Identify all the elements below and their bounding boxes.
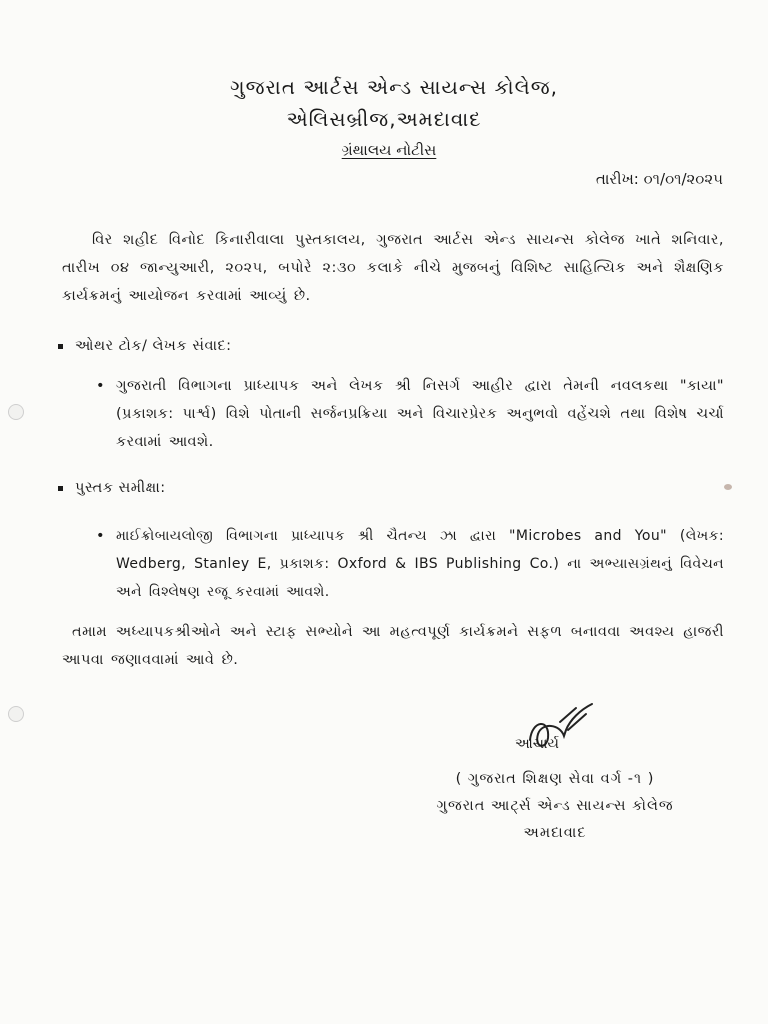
section-heading-text: પુસ્તક સમીક્ષા:	[75, 480, 166, 496]
paper-speck	[724, 484, 732, 490]
signatory-city: અમદાવાદ	[523, 825, 587, 841]
notice-date: તારીખ: ૦૧/૦૧/૨૦૨૫	[595, 170, 723, 188]
signatory-block	[390, 766, 720, 847]
square-bullet-icon	[58, 344, 63, 349]
signatory-college: ગુજરાત આર્ટ્સ એન્ડ સાયન્સ કોલેજ	[436, 798, 674, 814]
college-location: એલિસબ્રીજ,અમદાવાદ	[286, 107, 482, 131]
college-name: ગુજરાત આર્ટસ એન્ડ સાયન્સ કોલેજ,	[229, 75, 559, 99]
section-heading-text: ઓથર ટોક/ લેખક સંવાદ:	[75, 338, 232, 354]
section-heading-book-review	[58, 480, 166, 496]
bullet-dot-icon: •	[96, 528, 105, 544]
punch-hole	[8, 404, 24, 420]
punch-hole	[8, 706, 24, 722]
section-heading-author-talk	[58, 338, 232, 354]
intro-paragraph: વિર શહીદ વિનોદ કિનારીવાલા પુસ્તકાલય, ગુજરાત આર્ટસ એન્ડ સાયન્સ કોલેજ ખાતે શનિવાર, તારીખ ૦૪ જાન્યુઆરી, ૨૦૨૫, બપોરે ૨:૩૦ કલાકે નીચે મુજબનું વિશિષ્ટ સાહિત્યિક અને શૈક્ષણિક કાર્યક્રમનું આયોજન કરવામાં આવ્યું છે.	[62, 232, 724, 304]
signature-icon	[520, 700, 600, 770]
author-talk-bullet	[98, 372, 724, 456]
book-review-bullet	[98, 522, 724, 606]
closing-paragraph: તમામ અધ્યાપકશ્રીઓને અને સ્ટાફ સભ્યોને આ મહત્વપૂર્ણ કાર્યક્રમને સફળ બનાવવા અવશ્ય હાજરી આપવા જણાવવામાં આવે છે.	[62, 624, 724, 668]
square-bullet-icon	[58, 486, 63, 491]
notice-title: ગ્રંથાલય નોટીસ	[341, 141, 437, 159]
letterhead	[0, 72, 768, 160]
signatory-service: ( ગુજરાત શિક્ષણ સેવા વર્ગ -૧ )	[455, 771, 655, 787]
bullet-dot-icon: •	[96, 378, 105, 394]
signatory-title: આચાર્ય	[515, 736, 559, 752]
author-talk-text: ગુજરાતી વિભાગના પ્રાધ્યાપક અને લેખક શ્રી નિસર્ગ આહીર દ્વારા તેમની નવલકથા "કાયા" (પ્રકાશક: પાર્શ્વ) વિશે પોતાની સર્જનપ્રક્રિયા અને વિચારપ્રેરક અનુભવો વહેંચશે તથા વિશેષ ચર્ચા કરવામાં આવશે.	[116, 378, 724, 450]
book-review-text: માઈક્રોબાયલોજી વિભાગના પ્રાધ્યાપક શ્રી ચૈતન્ય ઝા દ્વારા "Microbes and You" (લેખક: Wedberg, Stanley E, પ્રકાશક: Oxford & IBS Publishing Co.) ના અભ્યાસગ્રંથનું વિવેચન અને વિશ્લેષણ રજૂ કરવામાં આવશે.	[116, 528, 724, 600]
